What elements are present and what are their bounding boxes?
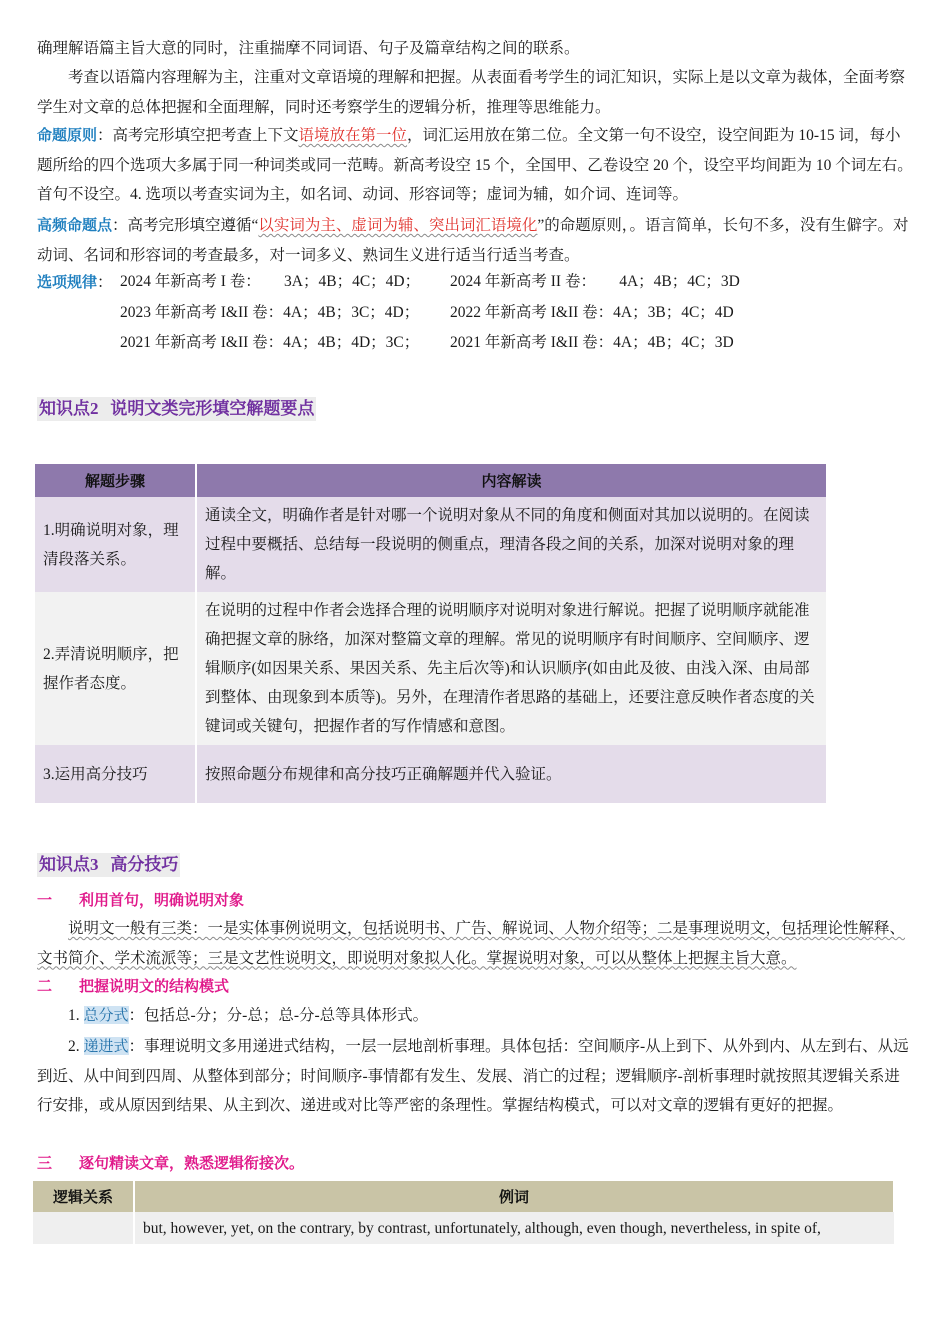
frequent-label: 高频命题点 — [37, 216, 113, 234]
principle-text-rest: ，词汇运用放在第二位。全文第一句不设空，设空间距为 10-15 词，每小题所给的四个选项大多属于同一种词类或同一范畴。新高考设空 15 个，全国甲、乙卷设空 20 个，设空平均间距为 10 个词左右。首句不设空。4. 选项以考查实词为主，如名词、动词、形容词等；虚词为辅，如介词、连词等。 — [37, 127, 913, 203]
header-content: 内容解读 — [196, 464, 827, 497]
subheading-2-number: 二 — [37, 977, 53, 995]
table-header-row — [33, 1181, 894, 1212]
section-3-number: 3 — [90, 855, 99, 874]
step-cell: 1.明确说明对象，理清段落关系。 — [35, 497, 196, 592]
step-cell: 2.弄清说明顺序，把握作者态度。 — [35, 592, 196, 745]
subheading-3 — [37, 1152, 304, 1174]
item-1-paragraph — [37, 1001, 915, 1031]
content-cell: 通读全文，明确作者是针对哪一个说明对象从不同的角度和侧面对其加以说明的。在阅读过程中要概括、总结每一段说明的侧重点，理清各段之间的关系，加深对说明对象的理解。 — [196, 497, 827, 592]
options-label-row: 选项规律： — [37, 273, 113, 291]
options-row-3-right: 2021 年新高考 I&II 卷：4A；4B；4C；3D — [450, 334, 734, 351]
words-cell: but, however, yet, on the contrary, by contrast, unfortunately, although, even though, nevertheless, in spite of, — [134, 1212, 894, 1244]
principle-text: ：高考完形填空把考查上下文 — [97, 127, 299, 144]
solving-steps-table — [35, 464, 828, 803]
item-2-paragraph — [37, 1032, 915, 1121]
sub1-paragraph — [37, 914, 915, 973]
subheading-2-title: 把握说明文的结构模式 — [79, 977, 230, 995]
subheading-3-number: 三 — [37, 1154, 53, 1172]
section-3-title: 高分技巧 — [110, 855, 179, 875]
table-row — [35, 745, 827, 803]
principle-highlight: 语境放在第一位 — [298, 127, 408, 144]
intro-line: 确理解语篇主旨大意的同时，注重揣摩不同词语、句子及篇章结构之间的联系。 — [37, 40, 580, 57]
section-2-heading — [37, 397, 316, 421]
item-1-prefix: 1. — [68, 1007, 84, 1024]
section-2-title: 说明文类完形填空解题要点 — [110, 399, 315, 419]
section-3-prefix: 知识点 — [39, 855, 90, 875]
subheading-3-title: 逐句精读文章，熟悉逻辑衔接次。 — [79, 1154, 305, 1172]
header-words: 例词 — [134, 1181, 894, 1212]
content-cell: 在说明的过程中作者会选择合理的说明顺序对说明对象进行解说。把握了说明顺序就能准确把握文章的脉络，加深对整篇文章的理解。常见的说明顺序有时间顺序、空间顺序、逻辑顺序(如因果关系、果因关系、先主后次等)和认识顺序(如由此及彼、由浅入深、由局部到整体、由现象到本质等)。另外，在理清作者思路的基础上，还要注意反映作者态度的关键词或关键句，把握作者的写作情感和意图。 — [196, 592, 827, 745]
subheading-1 — [37, 889, 244, 911]
table-row — [35, 592, 827, 745]
principle-paragraph — [37, 121, 915, 210]
subheading-1-number: 一 — [37, 891, 53, 909]
table-header-row — [35, 464, 827, 497]
options-row-1-right: 2024 年新高考 II 卷： 4A；4B；4C；3D — [450, 273, 740, 290]
frequent-paragraph — [37, 211, 915, 270]
header-relation: 逻辑关系 — [33, 1181, 134, 1212]
options-label: 选项规律 — [37, 273, 98, 291]
options-row-2-right: 2022 年新高考 I&II 卷：4A；3B；4C；4D — [450, 304, 734, 321]
content-cell: 按照命题分布规律和高分技巧正确解题并代入验证。 — [196, 745, 827, 803]
item-2-term: 递进式 — [83, 1037, 129, 1055]
sub1-text: 说明文一般有三类：一是实体事例说明文，包括说明书、广告、解说词、人物介绍等；二是事理说明文，包括理论性解释、文书简介、学术流派等；三是文艺性说明文，即说明对象拟人化。掌握说明对象，可以从整体上把握主旨大意。 — [37, 920, 906, 967]
options-row-1-left: 2024 年新高考 I 卷： 3A；4B；4C；4D； — [120, 273, 421, 290]
subheading-1-title: 利用首句，明确说明对象 — [79, 891, 245, 909]
options-row-2-left: 2023 年新高考 I&II 卷：4A；4B；3C；4D； — [120, 304, 420, 321]
item-2-prefix: 2. — [68, 1038, 84, 1055]
frequent-text-rest: ”的命题原则，。语言简单，长句不多，没有生僻字。对动词、名词和形容词的考查最多，对一词多义、熟词生义进行适当行适当考查。 — [37, 217, 909, 264]
item-1-text: ：包括总-分；分-总；总-分-总等具体形式。 — [128, 1007, 429, 1024]
frequent-text: ：高考完形填空遵循“ — [112, 217, 259, 234]
section-3-heading — [37, 853, 180, 877]
logic-words-table — [33, 1181, 895, 1244]
relation-cell — [33, 1212, 134, 1244]
item-1-term: 总分式 — [83, 1006, 129, 1024]
options-row-3-left: 2021 年新高考 I&II 卷：4A；4B；4D；3C； — [120, 334, 420, 351]
section-2-prefix: 知识点 — [39, 399, 90, 419]
section-2-number: 2 — [90, 399, 99, 418]
principle-label: 命题原则 — [37, 126, 98, 144]
subheading-2 — [37, 975, 229, 997]
table-row — [33, 1212, 894, 1244]
item-2-text: ：事理说明文多用递进式结构，一层一层地剖析事理。具体包括：空间顺序-从上到下、从外到内、从左到右、从远到近、从中间到四周、从整体到部分；时间顺序-事情都有发生、发展、消亡的过程；逻辑顺序-剖析事理时就按照其逻辑关系进行安排，或从原因到结果、从主到次、递进或对比等严密的条理性。掌握结构模式，可以对文章的逻辑有更好的把握。 — [37, 1038, 909, 1114]
intro-paragraph: 考查以语篇内容理解为主，注重对文章语境的理解和把握。从表面看考学生的词汇知识，实际上是以文章为裁体，全面考察学生对文章的总体把握和全面理解，同时还考察学生的逻辑分析，推理等思维能力。 — [37, 69, 906, 116]
table-row — [35, 497, 827, 592]
frequent-highlight: 以实词为主、虚词为辅、突出词汇语境化 — [258, 217, 538, 234]
step-cell: 3.运用高分技巧 — [35, 745, 196, 803]
header-steps: 解题步骤 — [35, 464, 196, 497]
